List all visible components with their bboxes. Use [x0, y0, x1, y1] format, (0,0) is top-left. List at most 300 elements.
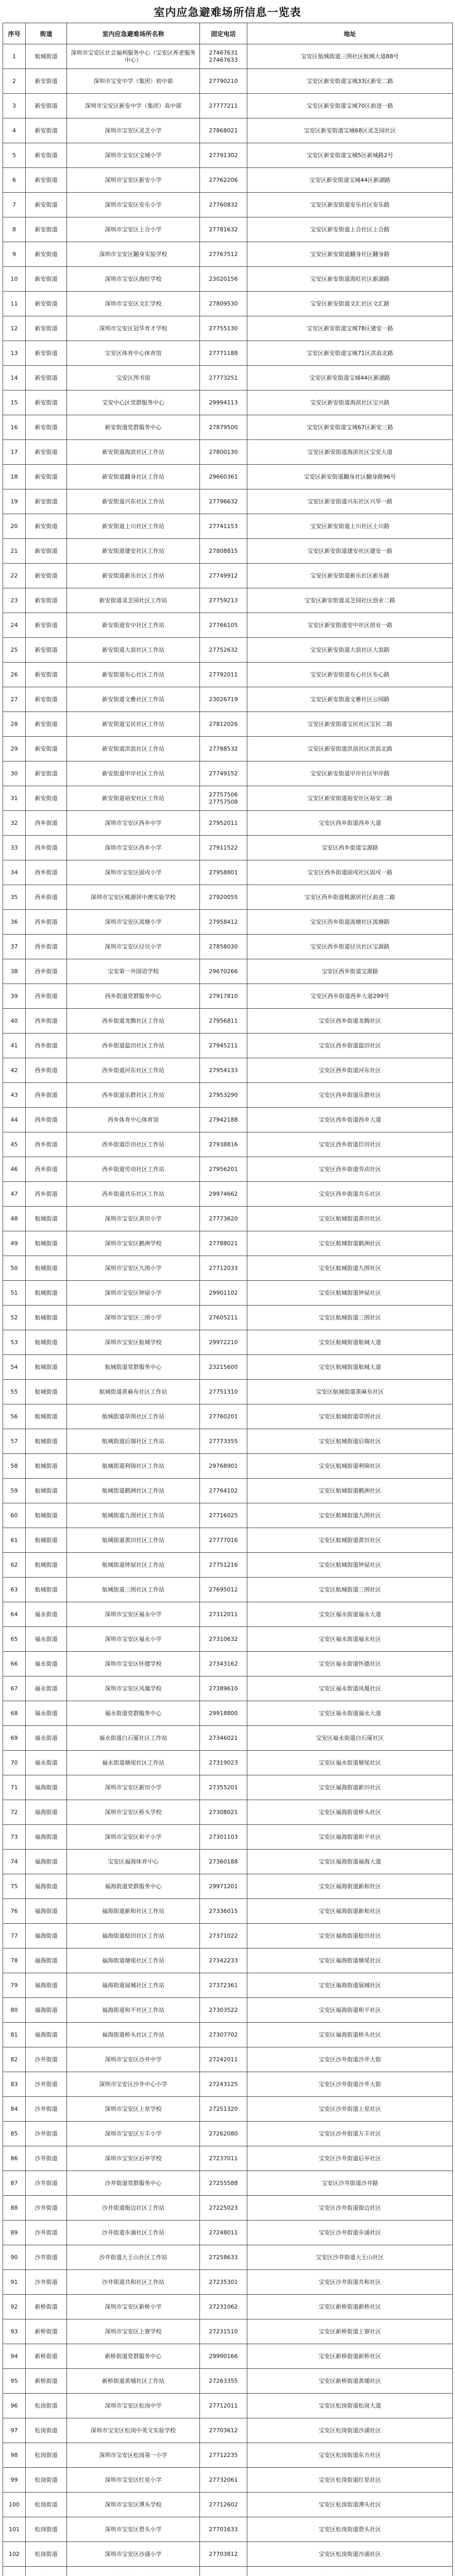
cell-street-text: 松岗街道 [35, 2550, 58, 2557]
cell-name [67, 564, 200, 588]
cell-street-text: 航城街道 [35, 1462, 58, 1469]
cell-address [247, 588, 453, 613]
cell-street-text: 沙井街道 [35, 2204, 58, 2211]
cell-street [26, 267, 67, 292]
cell-no-text: 47 [10, 1190, 18, 1197]
cell-name-text: 深圳市宝安区径贝小学 [105, 943, 162, 950]
cell-street [26, 489, 67, 514]
cell-no [3, 2542, 26, 2567]
cell-street [26, 1503, 67, 1528]
cell-street-text: 新安街道 [35, 176, 58, 183]
cell-phone [200, 2097, 247, 2122]
cell-no-text: 45 [10, 1141, 18, 1148]
cell-phone [200, 1503, 247, 1528]
cell-address [247, 1058, 453, 1083]
cell-name [67, 2542, 200, 2567]
cell-street [26, 1355, 67, 1380]
cell-phone-text: 27703612 [209, 2427, 238, 2434]
table-row [3, 1404, 453, 1429]
table-row [3, 836, 453, 860]
cell-phone-text: 27231062 [209, 2303, 238, 2310]
cell-name [67, 1503, 200, 1528]
cell-street [26, 1132, 67, 1157]
cell-street [26, 885, 67, 910]
cell-no [3, 1108, 26, 1132]
cell-name [67, 935, 200, 959]
table-row [3, 663, 453, 687]
cell-phone-text: 27809530 [209, 300, 238, 307]
cell-address [247, 1998, 453, 2023]
table-row [3, 2542, 453, 2567]
cell-name [67, 391, 200, 415]
cell-address [247, 2245, 453, 2270]
table-row [3, 514, 453, 539]
cell-phone-text: 29670266 [209, 968, 238, 975]
cell-phone [200, 1676, 247, 1701]
cell-name-text: 深圳市宝安区沙井中心小学 [99, 2080, 167, 2088]
cell-no [3, 1751, 26, 1775]
cell-no-text: 71 [10, 1784, 18, 1791]
cell-address [247, 2097, 453, 2122]
cell-street-text: 新安街道 [35, 770, 58, 777]
cell-address-text: 宝安区福海街道新和社区 [318, 1883, 381, 1890]
cell-address [247, 1380, 453, 1404]
cell-street-text: 西乡街道 [35, 893, 58, 901]
cell-address-text: 宝安区新安街道宝城70区前进一路 [307, 102, 393, 109]
cell-address-text: 宝安区航城街道草围社区 [318, 1413, 381, 1420]
cell-address-text: 宝安区新安街道宝城33区新安二路 [307, 77, 393, 84]
cell-address [247, 1009, 453, 1033]
cell-name-text: 深圳市宝安区松岗第一小学 [99, 2451, 167, 2459]
cell-name [67, 1825, 200, 1850]
cell-no-text: 34 [10, 869, 18, 876]
cell-no [3, 1454, 26, 1479]
cell-name-text: 福海街道稔田社区工作站 [102, 1932, 164, 1939]
cell-no [3, 1058, 26, 1083]
cell-name-text: 深圳市宝安区九围小学 [105, 1264, 162, 1272]
cell-address [247, 1429, 453, 1454]
cell-name-text: 西乡街道河东社区工作站 [102, 1066, 164, 1074]
cell-street [26, 1429, 67, 1454]
cell-name [67, 489, 200, 514]
cell-street [26, 366, 67, 391]
cell-no-text: 19 [10, 498, 18, 505]
table-row [3, 1033, 453, 1058]
cell-phone-text: 27920055 [209, 893, 238, 901]
cell-address [247, 118, 453, 143]
cell-no-text: 97 [10, 2427, 18, 2434]
cell-street-text: 航城街道 [35, 1215, 58, 1222]
cell-street [26, 1800, 67, 1825]
cell-no-text: 62 [10, 1561, 18, 1568]
cell-street-text: 新安街道 [35, 349, 58, 357]
cell-street [26, 539, 67, 564]
cell-phone [200, 910, 247, 935]
cell-name [67, 316, 200, 341]
cell-phone [200, 1256, 247, 1281]
cell-address [247, 1701, 453, 1726]
cell-street [26, 712, 67, 737]
cell-phone [200, 440, 247, 465]
table-row [3, 2097, 453, 2122]
cell-street-text: 松岗街道 [35, 2451, 58, 2459]
cell-address [247, 341, 453, 366]
cell-phone [200, 44, 247, 69]
cell-no-text: 99 [10, 2476, 18, 2483]
cell-street [26, 663, 67, 687]
cell-address-text: 宝安区松岗街道碧头社区 [318, 2526, 381, 2533]
cell-no-text: 42 [10, 1066, 18, 1074]
cell-street [26, 2270, 67, 2295]
cell-address-text: 宝安区沙井街道后亭社区 [318, 2155, 381, 2162]
cell-address-text: 宝安区航城街道三围社区 [318, 1314, 381, 1321]
cell-address-text: 宝安区福海街道和平社区 [318, 1833, 381, 1840]
cell-phone-text: 27255588 [209, 2179, 238, 2187]
cell-no-text: 101 [9, 2526, 20, 2533]
cell-street-text: 福永街道 [35, 1734, 58, 1741]
cell-street [26, 2146, 67, 2171]
table-row [3, 2171, 453, 2196]
cell-address-text: 宝安区沙井街道沙井大街 [318, 2056, 381, 2063]
cell-street-text: 沙井街道 [35, 2229, 58, 2236]
cell-no [3, 1948, 26, 1973]
cell-address-text: 宝安区福海街道福海大道 [318, 1858, 381, 1865]
table-row [3, 2122, 453, 2146]
cell-no [3, 1157, 26, 1182]
cell-name [67, 1306, 200, 1330]
cell-street-text: 航城街道 [35, 1536, 58, 1544]
cell-no-text: 70 [10, 1759, 18, 1766]
cell-phone [200, 1281, 247, 1306]
cell-no [3, 193, 26, 217]
cell-name [67, 2171, 200, 2196]
cell-street-text: 西乡街道 [35, 1017, 58, 1024]
cell-no-text: 38 [10, 968, 18, 975]
cell-no-text: 86 [10, 2155, 18, 2162]
cell-no-text: 17 [10, 448, 18, 455]
cell-name [67, 2221, 200, 2245]
cell-street-text: 新安街道 [35, 374, 58, 381]
table-row [3, 1108, 453, 1132]
cell-no [3, 489, 26, 514]
cell-street-text: 航城街道 [35, 53, 58, 60]
cell-name-text: 深圳市宝安区社会福利服务中心（宝安区养老服务中心） [71, 49, 196, 63]
cell-address [247, 69, 453, 94]
cell-address [247, 761, 453, 786]
cell-name [67, 1627, 200, 1652]
cell-name [67, 1924, 200, 1948]
cell-phone-text: 27788021 [209, 1240, 238, 1247]
cell-address [247, 860, 453, 885]
table-row [3, 1998, 453, 2023]
cell-name [67, 292, 200, 316]
table-row [3, 1578, 453, 1602]
cell-street [26, 69, 67, 94]
cell-address [247, 1627, 453, 1652]
cell-address-text: 宝安区新安街道文雅社区公园路 [310, 696, 390, 703]
cell-address [247, 2443, 453, 2468]
cell-address-text: 宝安区新安街道宝城44区新湖路 [309, 374, 391, 381]
cell-name-text: 福海街道塘尾社区工作站 [102, 1957, 164, 1964]
cell-phone [200, 2295, 247, 2319]
cell-name [67, 2443, 200, 2468]
cell-street [26, 1948, 67, 1973]
cell-name-text: 深圳市宝安区碧头小学 [105, 2526, 162, 2533]
cell-phone-text: 27346021 [209, 1734, 238, 1741]
cell-street-text: 新桥街道 [35, 2303, 58, 2310]
cell-address-text: 宝安区沙井街道步涌社区 [318, 2229, 381, 2236]
cell-phone-text: 27760832 [209, 201, 238, 208]
cell-no [3, 1132, 26, 1157]
cell-street-text: 沙井街道 [35, 2056, 58, 2063]
cell-name [67, 1652, 200, 1676]
cell-phone-text: 27954133 [209, 1066, 238, 1074]
cell-name-text: 沙井街道大王山社区工作站 [99, 2253, 167, 2261]
cell-street [26, 1528, 67, 1553]
cell-name-text: 沙井街道衙边社区工作站 [102, 2204, 164, 2211]
cell-no-text: 33 [10, 844, 18, 851]
cell-name-text: 西乡街道党群服务中心 [105, 992, 162, 999]
cell-street [26, 2023, 67, 2047]
cell-name [67, 1800, 200, 1825]
cell-street [26, 415, 67, 440]
cell-phone-text: 27712033 [209, 1264, 238, 1272]
cell-phone [200, 1627, 247, 1652]
cell-address-text: 宝安区福永街道怀德社区 [318, 1660, 381, 1667]
cell-name-text: 福永街道塘尾社区工作站 [102, 1759, 164, 1766]
cell-street-text: 福海街道 [35, 1981, 58, 1989]
cell-no [3, 217, 26, 242]
cell-no [3, 885, 26, 910]
cell-address-text: 宝安区新安街道上川社区上川路 [310, 522, 390, 530]
cell-address [247, 1726, 453, 1751]
cell-no [3, 1726, 26, 1751]
cell-address-text: 宝安区福海街道展城社区 [318, 1981, 381, 1989]
table-row [3, 539, 453, 564]
cell-no [3, 1479, 26, 1503]
cell-name [67, 1207, 200, 1231]
cell-street [26, 1602, 67, 1627]
cell-name-text: 航城街道钟屋社区工作站 [102, 1561, 164, 1568]
cell-no [3, 1800, 26, 1825]
cell-address [247, 935, 453, 959]
cell-no [3, 836, 26, 860]
cell-phone [200, 1751, 247, 1775]
cell-address [247, 2493, 453, 2517]
table-row [3, 1751, 453, 1775]
cell-name-text: 深圳市宝安区上寮学校 [105, 2328, 162, 2335]
cell-phone-text: 27243125 [209, 2080, 238, 2088]
cell-name [67, 94, 200, 118]
cell-phone-text: 27790210 [209, 77, 238, 84]
cell-address [247, 2468, 453, 2493]
cell-phone-text: 29768901 [209, 1462, 238, 1469]
cell-no [3, 391, 26, 415]
cell-no-text: 55 [10, 1388, 18, 1395]
cell-phone-text: 27777016 [209, 1536, 238, 1544]
cell-name [67, 341, 200, 366]
cell-street-text: 新安街道 [35, 250, 58, 258]
table-row [3, 242, 453, 267]
cell-street [26, 514, 67, 539]
cell-street-text: 西乡街道 [35, 918, 58, 925]
cell-name-text: 深圳市宝安区固戍小学 [105, 869, 162, 876]
cell-street-text: 新安街道 [35, 720, 58, 727]
cell-address [247, 1602, 453, 1627]
table-row [3, 1874, 453, 1899]
cell-street [26, 2493, 67, 2517]
page-title: 室内应急避难场所信息一览表 [154, 6, 301, 19]
cell-street [26, 292, 67, 316]
cell-address [247, 1306, 453, 1330]
cell-phone [200, 415, 247, 440]
cell-street [26, 2097, 67, 2122]
cell-name [67, 2047, 200, 2072]
cell-name [67, 638, 200, 663]
cell-name-text: 西乡街道臣田社区工作站 [102, 1141, 164, 1148]
cell-phone [200, 1479, 247, 1503]
cell-no-text: 4 [12, 127, 16, 134]
cell-street [26, 1207, 67, 1231]
table-row [3, 1973, 453, 1998]
cell-phone [200, 2567, 247, 2576]
cell-name-text: 深圳市宝安区海旺学校 [105, 275, 162, 282]
cell-address-text: 宝安区福海街道桥头社区 [318, 2031, 381, 2038]
cell-phone-text: 27956201 [209, 1165, 238, 1173]
cell-phone [200, 1033, 247, 1058]
cell-address [247, 1578, 453, 1602]
cell-no-text: 36 [10, 918, 18, 925]
cell-street [26, 2245, 67, 2270]
cell-name [67, 2295, 200, 2319]
cell-name [67, 1726, 200, 1751]
cell-no [3, 1182, 26, 1207]
cell-address-text: 宝安区西乡街道径贝社区宝源路 [310, 943, 390, 950]
cell-address [247, 1528, 453, 1553]
cell-no-text: 58 [10, 1462, 18, 1469]
cell-street-text: 航城街道 [35, 1512, 58, 1519]
table-row [3, 1676, 453, 1701]
cell-street [26, 910, 67, 935]
cell-name-text: 深圳市宝安区新桥小学 [105, 2303, 162, 2310]
cell-phone-text: 27792011 [209, 671, 238, 678]
cell-no-text: 87 [10, 2179, 18, 2187]
cell-name-text: 新安街道上川社区工作站 [102, 522, 164, 530]
cell-no [3, 1207, 26, 1231]
cell-name [67, 1033, 200, 1058]
cell-address-text: 宝安区沙井街道沙井路 [322, 2179, 378, 2187]
cell-address [247, 1850, 453, 1874]
cell-name-text: 航城街道九围社区工作站 [102, 1512, 164, 1519]
cell-name-text: 航城街道后瑞社区工作站 [102, 1437, 164, 1445]
cell-address [247, 168, 453, 193]
cell-phone-text: 27372361 [209, 1981, 238, 1989]
cell-no-text: 1 [12, 53, 16, 60]
table-row [3, 885, 453, 910]
cell-phone-text: 27712235 [209, 2451, 238, 2459]
table-row [3, 588, 453, 613]
cell-no-text: 51 [10, 1289, 18, 1296]
cell-street-text: 新安街道 [35, 325, 58, 332]
cell-phone [200, 2369, 247, 2394]
cell-address [247, 1281, 453, 1306]
cell-address-text: 宝安区新安街道上合社区上合路 [310, 226, 390, 233]
cell-no [3, 44, 26, 69]
cell-phone-text: 27336015 [209, 1907, 238, 1914]
cell-name [67, 1256, 200, 1281]
cell-street [26, 1231, 67, 1256]
header-phone: 固定电话 [200, 23, 247, 44]
cell-name [67, 1355, 200, 1380]
cell-phone-text: 27319023 [209, 1759, 238, 1766]
cell-street-text: 西乡街道 [35, 1190, 58, 1197]
cell-street [26, 1578, 67, 1602]
cell-no [3, 1825, 26, 1850]
cell-address [247, 613, 453, 638]
cell-no-text: 68 [10, 1709, 18, 1717]
cell-phone-text: 29974662 [209, 1190, 238, 1197]
cell-name [67, 1874, 200, 1899]
cell-no-text: 7 [12, 201, 16, 208]
table-row [3, 1479, 453, 1503]
cell-no [3, 2221, 26, 2245]
cell-no [3, 341, 26, 366]
cell-name-text: 福海街道党群服务中心 [105, 1883, 162, 1890]
cell-street-text: 航城街道 [35, 1586, 58, 1593]
cell-no [3, 1998, 26, 2023]
cell-no-text: 11 [10, 300, 18, 307]
table-row [3, 984, 453, 1009]
cell-name-text: 宝安中心区党群服务中心 [102, 399, 164, 406]
cell-street-text: 沙井街道 [35, 2080, 58, 2088]
cell-street-text: 福永街道 [35, 1759, 58, 1766]
cell-street [26, 2122, 67, 2146]
cell-address-text: 宝安区松岗街道沙浦社区 [318, 2427, 381, 2434]
cell-name [67, 1231, 200, 1256]
cell-street-text: 沙井街道 [35, 2253, 58, 2261]
cell-address [247, 663, 453, 687]
cell-name [67, 1553, 200, 1578]
cell-phone-text: 27262080 [209, 2130, 238, 2137]
cell-name-text: 新安街道兴东社区工作站 [102, 498, 164, 505]
cell-no [3, 1355, 26, 1380]
cell-no-text: 30 [10, 770, 18, 777]
cell-street [26, 613, 67, 638]
cell-name [67, 2493, 200, 2517]
table-row [3, 341, 453, 366]
table-row [3, 1157, 453, 1182]
cell-no [3, 94, 26, 118]
cell-name-text: 深圳市宝安区冠华育才学校 [99, 325, 167, 332]
cell-address-text: 宝安区西乡街道固戍社区固戍一路 [307, 869, 393, 876]
cell-address-text: 宝安区航城街道利锦社区 [318, 1462, 381, 1469]
table-row [3, 2418, 453, 2443]
cell-phone-text: 27796632 [209, 498, 238, 505]
cell-phone [200, 737, 247, 761]
table-row [3, 118, 453, 143]
cell-street-text: 新安街道 [35, 621, 58, 629]
cell-name-text: 深圳市宝安区沙井中学 [105, 2056, 162, 2063]
cell-phone-text: 27764102 [209, 1487, 238, 1494]
cell-no-text: 63 [10, 1586, 18, 1593]
cell-phone-text: 27342233 [209, 1957, 238, 1964]
cell-no-text: 40 [10, 1017, 18, 1024]
cell-phone-text: 23026719 [209, 696, 238, 703]
cell-no [3, 2171, 26, 2196]
cell-phone-text: 27858030 [209, 943, 238, 950]
cell-address-text: 宝安区西乡街道西乡大道 [318, 819, 381, 826]
cell-street-text: 西乡街道 [35, 1165, 58, 1173]
